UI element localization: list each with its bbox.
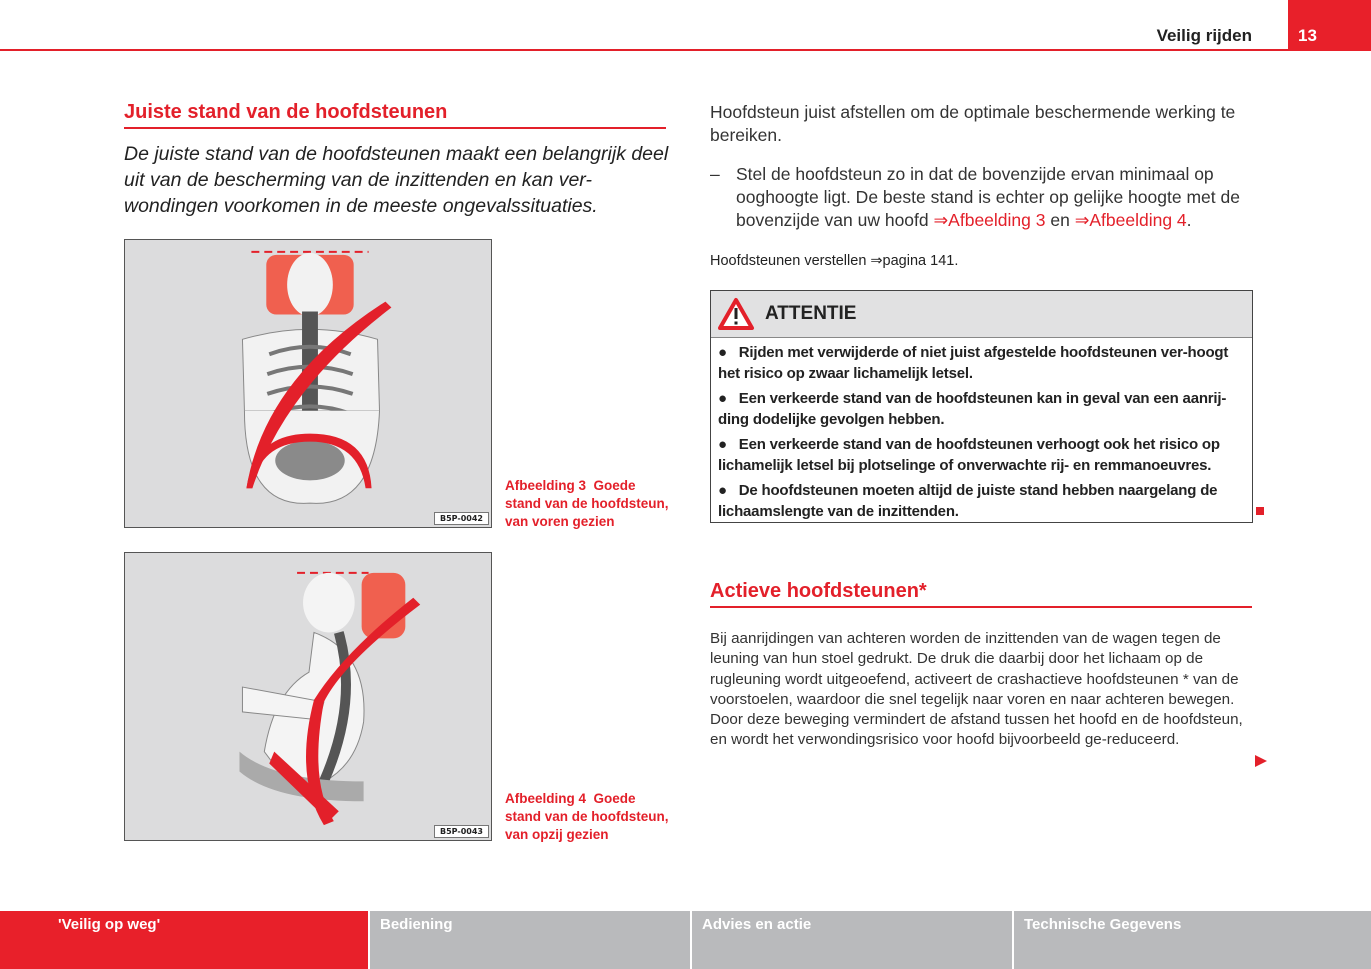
- step-text: Stel de hoofdsteun zo in dat de bovenzijde ervan minimaal op ooghoogte ligt. De beste stand is echter op gelijke hoogte met de bovenzijde van uw hoofd: [736, 164, 1240, 230]
- and-text: en: [1050, 210, 1070, 230]
- headrest-side-illustration: [125, 553, 491, 840]
- caption-label: Afbeelding 4: [505, 791, 587, 806]
- header-rule: [0, 49, 1288, 51]
- headrest-front-illustration: [125, 240, 491, 527]
- figure-4-caption: [505, 790, 675, 844]
- active-headrest-paragraph: Bij aanrijdingen van achteren worden de inzittenden van de wagen tegen de leuning van hun stoel gedrukt. De druk die daarbij door het lichaam op de rugleuning wordt uitgeoefend, activeert de crashactieve hoofdsteunen * van de voorstoelen, waardoor die snel tegelijk naar voren en naar achteren bewegen. Door deze beweging vermindert de afstand tussen het hoofd en de hoofdsteun, en wordt het verwondingsrisico voor hoofd bijvoorbeeld ge-reduceerd.: [710, 630, 1243, 749]
- warning-box: [710, 290, 1253, 523]
- caption-text: Goede stand van de hoofdsteun, van opzij gezien: [505, 791, 669, 842]
- link-figure-4[interactable]: ⇒Afbeelding 4: [1074, 210, 1187, 230]
- figure-4-side-view: [124, 552, 492, 841]
- caption-text: Goede stand van de hoofdsteun, van voren gezien: [505, 478, 669, 529]
- warning-item: ● Een verkeerde stand van de hoofdsteunen kan in geval van een aanrij-ding dodelijke gevolgen hebben.: [718, 390, 1227, 428]
- section-title: Veilig rijden: [1156, 26, 1252, 45]
- warning-item-text: Rijden met verwijderde of niet juist afgestelde hoofdsteunen ver-hoogt het risico op zwaar lichamelijk letsel.: [718, 344, 1229, 382]
- warning-triangle-icon: [717, 297, 755, 331]
- intro-text: Hoofdsteun juist afstellen om de optimale beschermende werking te bereiken.: [710, 102, 1236, 145]
- warning-item-text: Een verkeerde stand van de hoofdsteunen verhoogt ook het risico op lichamelijk letsel bij plotselinge of onverwachte rij- en remmanoeuvres.: [718, 436, 1220, 474]
- warning-title: ATTENTIE: [765, 303, 857, 324]
- warning-item: ● Een verkeerde stand van de hoofdsteunen verhoogt ook het risico op lichamelijk letsel bij plotselinge of onverwachte rij- en remmanoeuvres.: [718, 436, 1220, 474]
- page-reference: Hoofdsteunen verstellen ⇒pagina 141.: [710, 253, 959, 269]
- footer-tab-bediening[interactable]: Bediening: [370, 911, 690, 969]
- warning-header: [711, 291, 1252, 338]
- section-heading: Juiste stand van de hoofdsteunen: [124, 101, 666, 129]
- warning-item: ● De hoofdsteunen moeten altijd de juiste stand hebben naargelang de lichaamslengte van de inzittenden.: [718, 482, 1218, 520]
- instruction-step: – Stel de hoofdsteun zo in dat de bovenzijde ervan minimaal op ooghoogte ligt. De beste stand is echter op gelijke hoogte met de bovenzijde van uw hoofd ⇒Afbeelding 3 en ⇒Afbeelding 4.: [710, 164, 1240, 230]
- footer-tab-technische-gegevens[interactable]: Technische Gegevens: [1014, 911, 1371, 969]
- footer-tab-advies-en-actie[interactable]: Advies en actie: [692, 911, 1012, 969]
- warning-item-text: De hoofdsteunen moeten altijd de juiste stand hebben naargelang de lichaamslengte van de inzittenden.: [718, 482, 1218, 520]
- caption-label: Afbeelding 3: [505, 478, 587, 493]
- link-figure-3[interactable]: ⇒Afbeelding 3: [933, 210, 1046, 230]
- lead-paragraph: De juiste stand van de hoofdsteunen maakt een belangrijk deel uit van de bescherming van de inzittenden en kan ver-wondingen voorkomen in de meeste ongevalssituaties.: [124, 143, 669, 217]
- warning-item: ● Rijden met verwijderde of niet juist afgestelde hoofdsteunen ver-hoogt het risico op zwaar lichamelijk letsel.: [718, 344, 1229, 382]
- warning-item-text: Een verkeerde stand van de hoofdsteunen kan in geval van een aanrij-ding dodelijke gevolgen hebben.: [718, 390, 1227, 428]
- continue-arrow-icon: [1255, 755, 1267, 767]
- footer-tab-veilig-op-weg[interactable]: 'Veilig op weg': [0, 911, 368, 969]
- page-number: 13: [1288, 0, 1371, 51]
- figure-3-front-view: [124, 239, 492, 528]
- figure-3-caption: [505, 477, 675, 531]
- figure-code: B5P-0042: [434, 512, 489, 525]
- figure-code: B5P-0043: [434, 825, 489, 838]
- dash-bullet: –: [710, 164, 720, 184]
- section-heading-active: Actieve hoofdsteunen*: [710, 580, 1252, 608]
- end-marker-icon: [1256, 507, 1264, 515]
